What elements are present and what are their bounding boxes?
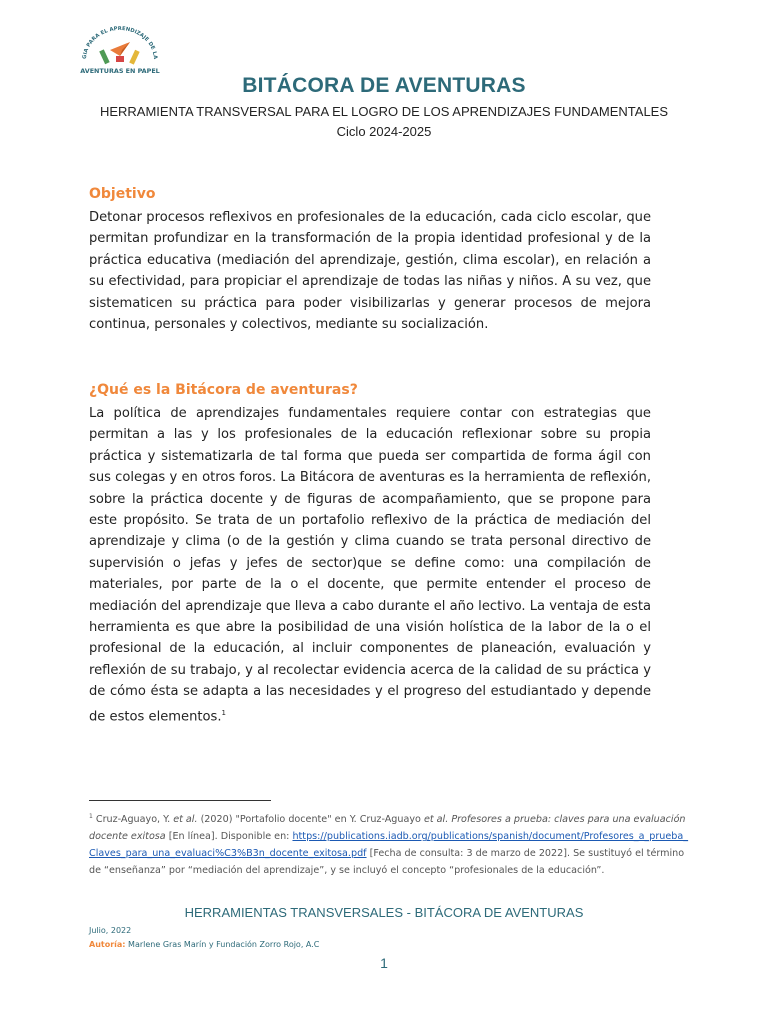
what-is-paragraph xyxy=(89,403,651,727)
svg-text:ESTRATEGIA PARA EL APRENDIZAJE xyxy=(72,20,158,60)
page-number: 1 xyxy=(380,955,388,971)
footnote-et-al: et al. xyxy=(173,814,198,826)
footnote-online: [En línea]. Disponible en: xyxy=(168,831,290,843)
objective-heading: Objetivo xyxy=(89,186,156,202)
footnote-book-title: Profesores a prueba: claves para una evaluación docente exitosa xyxy=(89,814,686,843)
footnote-divider xyxy=(89,800,271,801)
footer-date: Julio, 2022 xyxy=(89,926,132,935)
footnote-et-al-2: et al. xyxy=(423,814,449,826)
what-is-text: La política de aprendizajes fundamentales requiere contar con estrategias que permitan a las y los profesionales de la educación reflexionar sobre su propia práctica y sistematizarla de tal forma que pueda ser compartida de forma ágil con sus colegas y en otros foros. La Bitácora de aventuras es la herramienta de reflexión, sobre la práctica docente y de figuras de acompañamiento, que se propone para este propósito. Se trata de un portafolio reflexivo de la práctica de mediación del aprendizaje y clima (o de la gestión y clima cuando se trata personal directivo de supervisión o jefas y jefes de sector)que se define como: una compilación de materiales, por parte de la o el docente, que permite entender el proceso de mediación del aprendizaje que lleva a cabo durante el año lectivo. La ventaja de esta herramienta es que abre la posibilidad de una visión holística de la labor de la o el profesional de la educación, al incluir componentes de planeación, evaluación y reflexión de su trabajo, y al recolectar evidencia acerca de la calidad de su práctica y de cómo ésta se adapta a las necesidades y el progreso del estudiantado y depende de estos elementos. xyxy=(89,406,651,725)
aventuras-en-papel-logo xyxy=(72,20,168,78)
footnote-marker: 1 xyxy=(89,813,93,820)
footnote xyxy=(89,808,689,879)
footer-author xyxy=(89,940,319,949)
document-title: BITÁCORA DE AVENTURAS xyxy=(242,74,526,97)
footnote-link[interactable]: https://publications.iadb.org/publications/spanish/document/Profesores_a_prueba_Claves_para_una_evaluaci%C3%B3n_docente_exitosa.pdf xyxy=(89,831,689,860)
logo-arc-text: GIA PARA EL APRENDIZAJE DE LA xyxy=(81,26,159,60)
footnote-reference[interactable]: 1 xyxy=(221,708,226,717)
logo-name: AVENTURAS EN PAPEL xyxy=(80,67,160,75)
what-is-heading: ¿Qué es la Bitácora de aventuras? xyxy=(89,382,358,398)
school-cycle: Ciclo 2024-2025 xyxy=(336,124,432,139)
objective-paragraph: Detonar procesos reflexivos en profesionales de la educación, cada ciclo escolar, que permitan profundizar en la transformación de la propia identidad profesional y de la práctica educativa (mediación del aprendizaje, gestión, clima escolar), en relación a su efectividad, para propiciar el aprendizaje de todas las niñas y niños. A su vez, que sistematicen su práctica para poder visibilizarlas y generar procesos de mejora continua, personales y colectivos, mediante su socialización. xyxy=(89,210,651,333)
footnote-author: Cruz-Aguayo, Y. xyxy=(95,814,171,826)
footer-author-label: Autoría: xyxy=(89,940,126,949)
footnote-year-title: (2020) "Portafolio docente" en Y. Cruz-Aguayo xyxy=(200,814,421,826)
footer-author-name: Marlene Gras Marín y Fundación Zorro Rojo, A.C xyxy=(128,940,320,949)
footnote-tail: [Fecha de consulta: 3 de marzo de 2022]. Se sustituyó el término de “enseñanza” por “mediación del aprendizaje”, y se incluyó el concepto “profesionales de la educación”. xyxy=(89,848,685,877)
footer-title: HERRAMIENTAS TRANSVERSALES - BITÁCORA DE AVENTURAS xyxy=(184,905,584,920)
document-subtitle: HERRAMIENTA TRANSVERSAL PARA EL LOGRO DE LOS APRENDIZAJES FUNDAMENTALES xyxy=(99,104,669,119)
